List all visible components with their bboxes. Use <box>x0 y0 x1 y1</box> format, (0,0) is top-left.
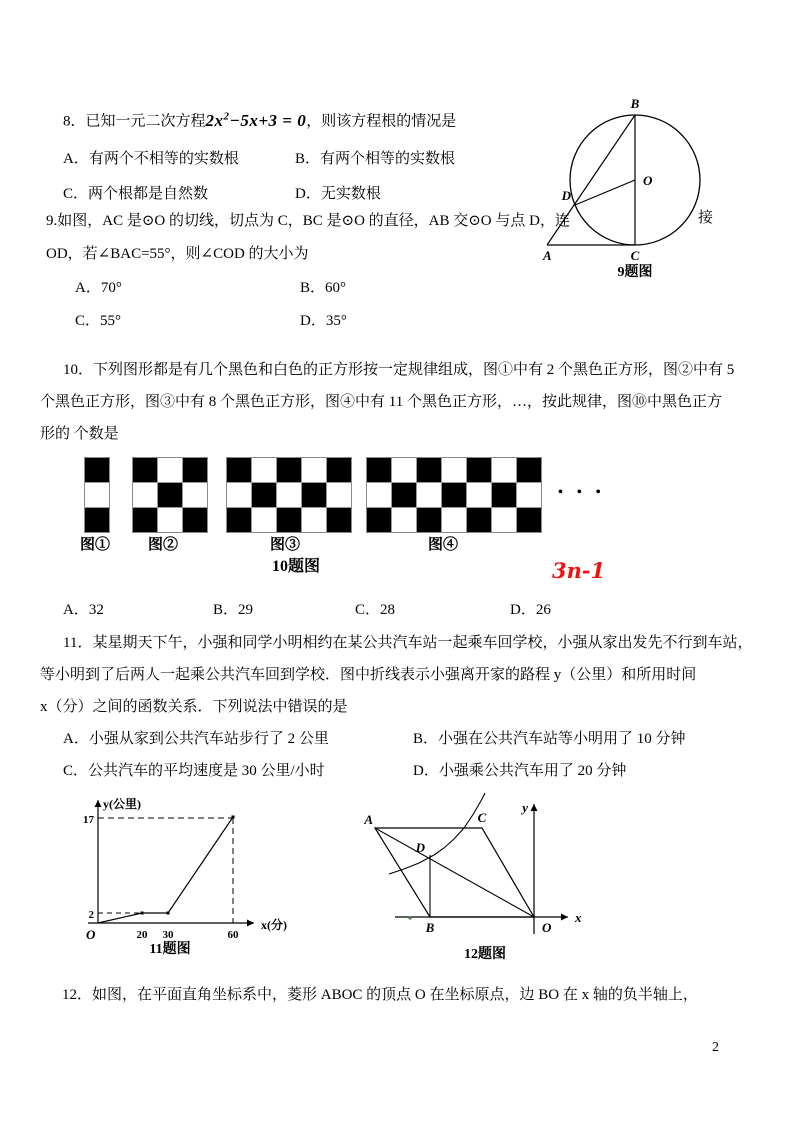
point-label-C: C <box>477 810 487 825</box>
q12-stem-line1: 12．如图，在平面直角坐标系中，菱形 ABOC 的顶点 O 在坐标原点，边 BO 在 x 轴的负半轴上， <box>62 987 698 1003</box>
board-cell <box>327 458 351 482</box>
q11-option-c: C．公共汽车的平均速度是 30 公里/小时 <box>63 763 325 779</box>
board-cell <box>517 483 541 507</box>
q10-board-4 <box>367 458 541 532</box>
q10-stem-line3: 形的 个数是 <box>40 426 119 442</box>
q10-option-d: D．26 <box>510 602 551 618</box>
handwritten-annotation: 3n-1 <box>552 558 606 583</box>
diagonal-AO <box>375 828 534 917</box>
board-cell <box>252 458 276 482</box>
q8-option-b: B．有两个相等的实数根 <box>295 151 456 167</box>
x-axis-label: x <box>575 910 582 925</box>
board-cell <box>417 458 441 482</box>
q10-board-1-label: 图① <box>80 537 111 553</box>
distance-time-polyline <box>98 817 233 923</box>
q8-formula-base: 2x <box>205 110 224 130</box>
q11-graph <box>48 792 328 964</box>
q8-option-c: C．两个根都是自然数 <box>63 186 209 202</box>
q10-board-3 <box>227 458 351 532</box>
board-cell <box>392 458 416 482</box>
board-cell <box>492 508 516 532</box>
board-cell <box>302 483 326 507</box>
board-cell <box>277 508 301 532</box>
q10-option-b: B．29 <box>213 602 254 618</box>
segment-OD <box>575 180 635 205</box>
board-cell <box>392 508 416 532</box>
board-cell <box>277 458 301 482</box>
q9-option-c: C．55° <box>75 313 122 329</box>
q11-stem-line3: x（分）之间的函数关系．下列说法中错误的是 <box>40 699 348 715</box>
q8-stem <box>63 106 456 132</box>
board-cell <box>417 508 441 532</box>
board-cell <box>183 483 207 507</box>
board-cell <box>227 508 251 532</box>
q10-option-a: A．32 <box>63 602 104 618</box>
board-cell <box>327 483 351 507</box>
q10-board-2 <box>133 458 207 532</box>
origin-label: O <box>542 920 552 935</box>
q11-option-a: A．小强从家到公共汽车站步行了 2 公里 <box>63 731 329 747</box>
board-cell <box>227 458 251 482</box>
board-cell <box>467 458 491 482</box>
q8-text-before: 8．已知一元二次方程 <box>63 113 206 130</box>
small-dot <box>408 916 411 919</box>
board-cell <box>417 483 441 507</box>
q8-formula-sup: 2 <box>223 110 230 122</box>
board-cell <box>442 508 466 532</box>
board-cell <box>133 483 157 507</box>
board-cell <box>158 483 182 507</box>
q9-stem-line2: OD，若∠BAC=55°，则∠COD 的大小为 <box>46 246 309 262</box>
q8-formula-rest: −5x+3 = 0 <box>229 110 307 130</box>
ellipsis-dots: ••• <box>558 485 615 500</box>
board-cell <box>252 483 276 507</box>
board-cell <box>392 483 416 507</box>
board-cell <box>442 458 466 482</box>
board-cell <box>467 483 491 507</box>
q9-stem-line1: 9.如图，AC 是⊙O 的切线，切点为 C，BC 是⊙O 的直径，AB 交⊙O 与点 D，连 <box>46 213 570 229</box>
q9-figure-caption: 9题图 <box>617 265 653 280</box>
q8-formula <box>206 111 307 130</box>
board-cell <box>517 508 541 532</box>
q9-stem-line1-cont: 接 <box>698 210 714 226</box>
q9-option-d: D．35° <box>300 313 347 329</box>
board-cell <box>302 458 326 482</box>
x-tick-30: 30 <box>162 929 174 941</box>
board-cell <box>442 483 466 507</box>
q11-stem-line1: 11．某星期天下午，小强和同学小明相约在某公共汽车站一起乘车回学校，小强从家出发先不行到车站， <box>63 635 753 651</box>
board-cell <box>492 483 516 507</box>
board-cell <box>492 458 516 482</box>
point-label-D: D <box>561 188 571 203</box>
board-cell <box>158 458 182 482</box>
page-number: 2 <box>712 1040 719 1055</box>
board-cell <box>327 508 351 532</box>
board-cell <box>517 458 541 482</box>
point-label-D: D <box>415 840 425 855</box>
q10-figure-caption: 10题图 <box>272 558 321 575</box>
q9-option-a: A．70° <box>75 280 122 296</box>
q8-option-a: A．有两个不相等的实数根 <box>63 151 239 167</box>
point-60-17 <box>232 816 235 819</box>
point-30-2 <box>167 912 170 915</box>
q10-option-c: C．28 <box>355 602 396 618</box>
point-label-C: C <box>630 248 640 263</box>
q8-text-after: ，则该方程根的情况是 <box>306 113 457 130</box>
line-AB <box>547 115 635 245</box>
q10-board-4-label: 图④ <box>428 537 459 553</box>
q8-option-d: D．无实数根 <box>295 186 381 202</box>
point-label-A: A <box>364 812 373 827</box>
board-cell <box>467 508 491 532</box>
hyperbola-curve <box>389 793 485 874</box>
board-cell <box>227 483 251 507</box>
point-label-B: B <box>425 920 435 935</box>
board-cell <box>367 458 391 482</box>
board-cell <box>367 483 391 507</box>
board-cell <box>183 458 207 482</box>
x-axis-label: x(分) <box>261 918 287 932</box>
board-cell <box>133 458 157 482</box>
y-tick-2: 2 <box>88 909 94 921</box>
board-cell <box>367 508 391 532</box>
q10-board-1 <box>85 458 109 532</box>
point-label-B: B <box>630 96 640 111</box>
x-tick-20: 20 <box>136 929 148 941</box>
q10-stem-line1: 10．下列图形都是有几个黑色和白色的正方形按一定规律组成，图①中有 2 个黑色正方形，图②中有 5 <box>63 362 735 378</box>
board-cell <box>183 508 207 532</box>
board-cell <box>133 508 157 532</box>
q11-stem-line2: 等小明到了后两人一起乘公共汽车回到学校．图中折线表示小强离开家的路程 y（公里）和所用时间 <box>40 667 697 683</box>
origin-label: O <box>86 927 96 942</box>
q10-board-2-label: 图② <box>148 537 179 553</box>
y-tick-17: 17 <box>83 814 94 826</box>
board-cell <box>277 483 301 507</box>
point-label-O: O <box>643 173 653 188</box>
board-cell <box>302 508 326 532</box>
q10-stem-line2: 个黑色正方形，图③中有 8 个黑色正方形，图④中有 11 个黑色正方形，…，按此规律，图⑩中黑色正方 <box>40 394 722 410</box>
q11-graph-caption: 11题图 <box>149 942 191 957</box>
q11-option-b: B．小强在公共汽车站等小明用了 10 分钟 <box>413 731 686 747</box>
y-axis-label: y <box>522 800 528 815</box>
board-cell <box>85 458 109 482</box>
point-label-A: A <box>543 248 552 263</box>
q9-figure-circle <box>543 88 753 288</box>
board-cell <box>158 508 182 532</box>
board-cell <box>252 508 276 532</box>
y-axis-label: y(公里) <box>103 797 141 811</box>
q9-option-b: B．60° <box>300 280 347 296</box>
board-cell <box>85 508 109 532</box>
q10-board-3-label: 图③ <box>270 537 301 553</box>
q12-figure-caption: 12题图 <box>464 947 506 962</box>
point-20-2 <box>141 912 144 915</box>
q11-option-d: D．小强乘公共汽车用了 20 分钟 <box>413 763 627 779</box>
board-cell <box>85 483 109 507</box>
q12-figure <box>365 782 600 972</box>
x-tick-60: 60 <box>227 929 239 941</box>
